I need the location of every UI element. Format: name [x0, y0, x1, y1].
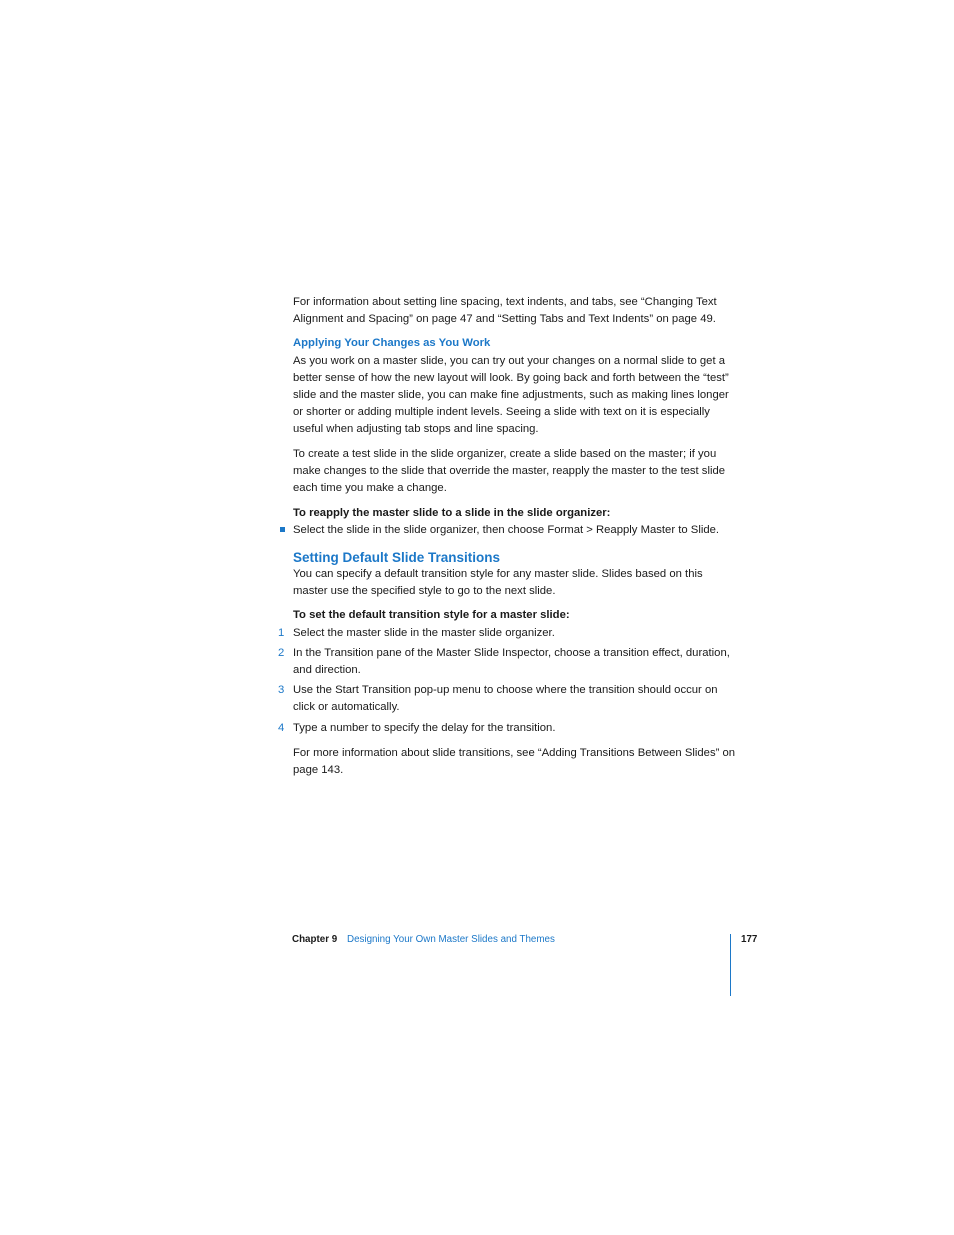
step-text: Type a number to specify the delay for the transition.: [293, 722, 556, 734]
page-number: 177: [741, 934, 758, 945]
closing-paragraph: For more information about slide transitions, see “Adding Transitions Between Slides” on page 143.: [293, 747, 736, 776]
footer-chapter-title: Designing Your Own Master Slides and Themes: [347, 934, 555, 945]
section-heading-applying-changes: Applying Your Changes as You Work: [293, 337, 491, 349]
intro-paragraph: For information about setting line spacing, text indents, and tabs, see “Changing Text Alignment and Spacing” on page 47 and “Setting Tabs and Text Indents” on page 49.: [293, 296, 717, 325]
section1-paragraph-2: To create a test slide in the slide organizer, create a slide based on the master; if you make changes to the slide that override the master, reapply the master to the test slide each time you make a change.: [293, 448, 726, 494]
section-heading-default-transitions: Setting Default Slide Transitions: [293, 550, 501, 565]
step-text: Select the master slide in the master slide organizer.: [293, 627, 555, 639]
step-number: 3: [278, 684, 285, 696]
step-text: Use the Start Transition pop-up menu to choose where the transition should occur on click or automatically.: [293, 684, 718, 713]
section1-paragraph-1: As you work on a master slide, you can try out your changes on a normal slide to get a better sense of how the new layout will look. By going back and forth between the “test” slide and the master slide, you can make fine adjustments, such as making lines longer or shorter or adding multiple indent levels. Seeing a slide with text on it is especially useful when adjusting tab stops and line spacing.: [293, 355, 729, 435]
step-number: 4: [278, 722, 285, 734]
step-text: In the Transition pane of the Master Slide Inspector, choose a transition effect, duration, and direction.: [293, 647, 730, 676]
bullet-square-icon: [280, 527, 285, 532]
task-heading-reapply: To reapply the master slide to a slide in the slide organizer:: [293, 507, 611, 519]
task-heading-transition: To set the default transition style for a master slide:: [293, 609, 570, 621]
footer-divider: [730, 934, 731, 996]
footer-chapter-label: Chapter 9: [292, 934, 338, 945]
step-number: 2: [278, 647, 285, 659]
bullet-item-reapply: Select the slide in the slide organizer, then choose Format > Reapply Master to Slide.: [293, 524, 720, 536]
section2-paragraph-1: You can specify a default transition style for any master slide. Slides based on this master use the specified style to go to the next slide.: [293, 568, 703, 597]
step-number: 1: [278, 627, 285, 639]
